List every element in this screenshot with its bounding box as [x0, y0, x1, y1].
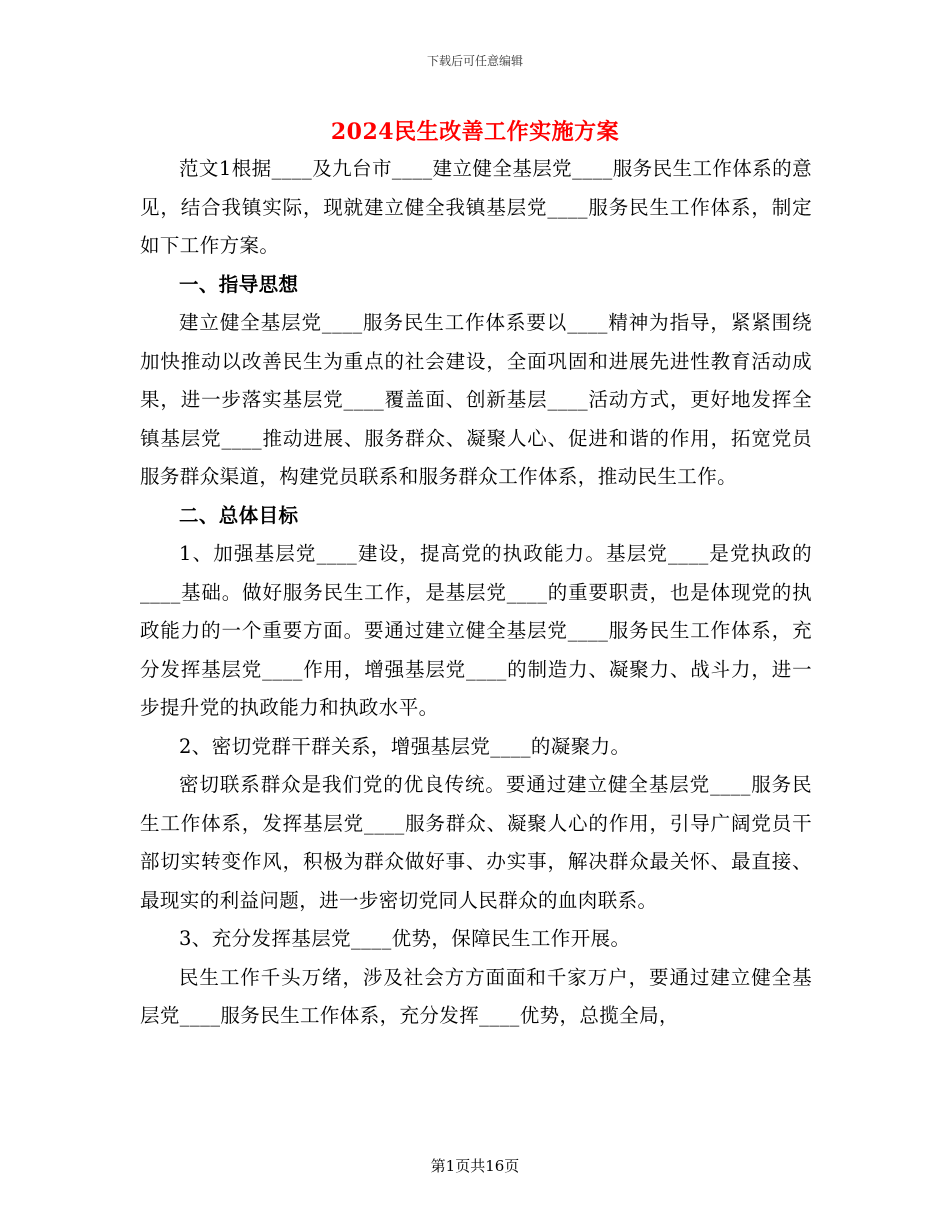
document-title: 2024民生改善工作实施方案: [330, 119, 620, 145]
header-note: 下载后可任意编辑: [426, 54, 523, 68]
paragraph-intro: 范文1根据____及九台市____建立健全基层党____服务民生工作体系的意见，结合我镇实际，现就建立健全我镇基层党____服务民生工作体系，制定如下工作方案。: [140, 157, 812, 257]
page-number-footer: 第1页共16页: [430, 1157, 520, 1175]
paragraph-goal-3-body: 民生工作千头万绪，涉及社会方方面面和千家万户，要通过建立健全基层党____服务民生工作体系，充分发挥____优势，总揽全局，: [140, 965, 812, 1027]
paragraph-goal-2-title: 2、密切党群干群关系，增强基层党____的凝聚力。: [179, 734, 631, 758]
section-heading-guiding-ideology: 一、指导思想: [179, 272, 299, 296]
paragraph-goal-1: 1、加强基层党____建设，提高党的执政能力。基层党____是党执政的____基础。做好服务民生工作，是基层党____的重要职责，也是体现党的执政能力的一个重要方面。要通过建立健全基层党____服务民生工作体系，充分发挥基层党____作用，增强基层党____的制造力、凝聚力、战斗力，进一步提升党的执政能力和执政水平。: [140, 542, 812, 719]
paragraph-goal-2-body: 密切联系群众是我们党的优良传统。要通过建立健全基层党____服务民生工作体系，发挥基层党____服务群众、凝聚人心的作用，引导广阔党员干部切实转变作风，积极为群众做好事、办实事，解决群众最关怀、最直接、最现实的利益问题，进一步密切党同人民群众的血肉联系。: [140, 773, 812, 912]
section-heading-overall-goals: 二、总体目标: [179, 503, 299, 527]
paragraph-guiding-ideology: 建立健全基层党____服务民生工作体系要以____精神为指导，紧紧围绕加快推动以改善民生为重点的社会建设，全面巩固和进展先进性教育活动成果，进一步落实基层党____覆盖面、创新基层____活动方式，更好地发挥全镇基层党____推动进展、服务群众、凝聚人心、促进和谐的作用，拓宽党员服务群众渠道，构建党员联系和服务群众工作体系，推动民生工作。: [140, 311, 812, 488]
document-body: [140, 150, 812, 1036]
paragraph-goal-3-title: 3、充分发挥基层党____优势，保障民生工作开展。: [179, 927, 631, 950]
